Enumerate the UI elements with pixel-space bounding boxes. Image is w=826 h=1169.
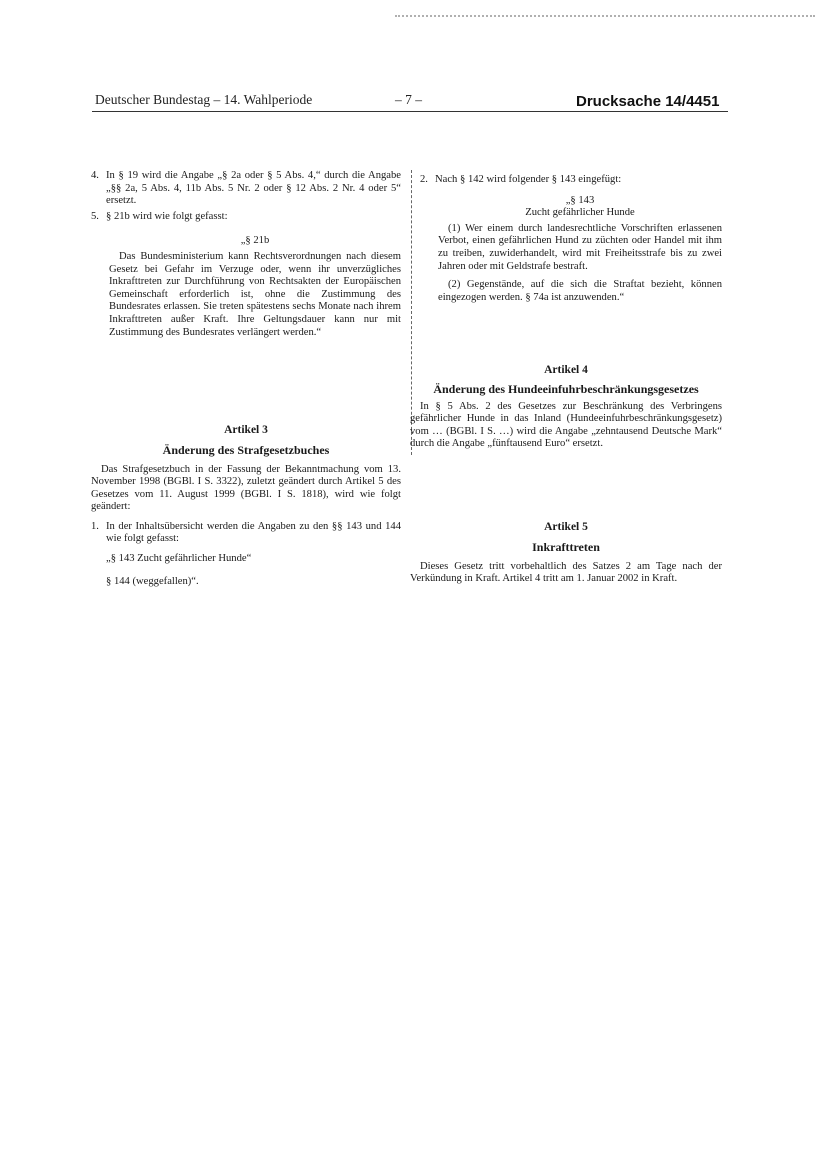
article-text: In § 5 Abs. 2 des Gesetzes zur Beschränkung des Verbringens gefährlicher Hunde in das Inland (Hundeeinfuhrbeschränkungsgesetz) vom … (BGBl. I S. …) wird die Angabe „zehntausend Deutsche Mark“ durch die Angabe „fünftausend Euro“ ersetzt. <box>410 400 722 450</box>
article-intro: Das Strafgesetzbuch in der Fassung der Bekanntmachung vom 13. November 1998 (BGBl. I S. 3322), zuletzt geändert durch Artikel 5 des Gesetzes vom 11. August 1999 (BGBl. I S. 1818), wird wie folgt geändert: <box>91 463 401 513</box>
toc-entry-143: „§ 143 Zucht gefährlicher Hunde“ <box>106 553 252 565</box>
article-4 <box>410 363 722 451</box>
list-item-4 <box>91 170 401 208</box>
paragraph-21b <box>109 235 401 339</box>
item-number: 1. <box>91 520 99 532</box>
header-rule <box>92 111 728 112</box>
article-3 <box>91 423 401 588</box>
list-item-2 <box>420 174 722 187</box>
item-number: 5. <box>91 210 99 222</box>
scan-border-dots <box>395 15 815 17</box>
item-number: 2. <box>420 174 428 185</box>
article-heading: Artikel 4 <box>544 364 588 376</box>
article-title: Änderung des Strafgesetzbuches <box>162 443 330 457</box>
article-heading: Artikel 5 <box>544 521 588 533</box>
article-heading: Artikel 3 <box>224 424 268 436</box>
paragraph-143 <box>438 195 722 305</box>
list-item-5 <box>91 211 401 224</box>
article-5 <box>410 520 722 586</box>
paragraph-title: „§ 143 <box>565 194 595 206</box>
item-text: § 21b wird wie folgt gefasst: <box>106 210 228 222</box>
header-parliament: Deutscher Bundestag – 14. Wahlperiode <box>95 92 313 107</box>
item-text: In der Inhaltsübersicht werden die Angaben zu den §§ 143 und 144 wie folgt gefasst: <box>106 520 401 545</box>
paragraph-abs-1: (1) Wer einem durch landesrechtliche Vorschriften erlassenen Verbot, einen gefährlichen Hund zu züchten oder Handel mit ihm zu treiben, zuwiderhandelt, wird mit Freiheitsstrafe bis zu zwei Jahren oder mit Geldstrafe bestraft. <box>438 222 722 272</box>
article-text: Dieses Gesetz tritt vorbehaltlich des Satzes 2 am Tage nach der Verkündung in Kraft. Artikel 4 tritt am 1. Januar 2002 in Kraft. <box>410 560 722 585</box>
article-title: Inkrafttreten <box>532 540 600 554</box>
item-text: Nach § 142 wird folgender § 143 eingefügt: <box>435 174 622 185</box>
item-number: 4. <box>91 170 99 181</box>
toc-entry-144: § 144 (weggefallen)“. <box>106 575 199 587</box>
document-number: Drucksache 14/4451 <box>576 93 720 110</box>
paragraph-text: Das Bundesministerium kann Rechtsverordnungen nach diesem Gesetz bei Gefahr im Verzuge oder, wenn ihr unverzügliches Inkrafttreten zur Durchführung von Rechtsakten der Europäischen Gemeinschaft erforderlich ist, ohne die Zustimmung des Bundesrates erlassen. Sie treten spätestens sechs Monate nach ihrem Inkrafttreten außer Kraft. Ihre Geltungsdauer kann nur mit Zustimmung des Bundesrates verlängert werden.“ <box>109 250 401 338</box>
page-number: – 7 – <box>395 92 422 107</box>
paragraph-abs-2: (2) Gegenstände, auf die sich die Straftat bezieht, können eingezogen werden. § 74a ist anzuwenden.“ <box>438 279 722 303</box>
item-text: In § 19 wird die Angabe „§ 2a oder § 5 Abs. 4,“ durch die Angabe „§§ 2a, 5 Abs. 4, 11b Abs. 5 Nr. 2 oder § 12 Abs. 2 Nr. 4 oder 5“ ersetzt. <box>106 170 401 207</box>
left-column <box>91 170 401 339</box>
article-title: Änderung des Hundeeinfuhrbeschränkungsgesetzes <box>433 382 699 396</box>
paragraph-subtitle: Zucht gefährlicher Hunde <box>525 207 635 219</box>
paragraph-title: „§ 21b <box>240 235 270 247</box>
list-item-1 <box>91 521 401 546</box>
right-column <box>420 174 722 304</box>
